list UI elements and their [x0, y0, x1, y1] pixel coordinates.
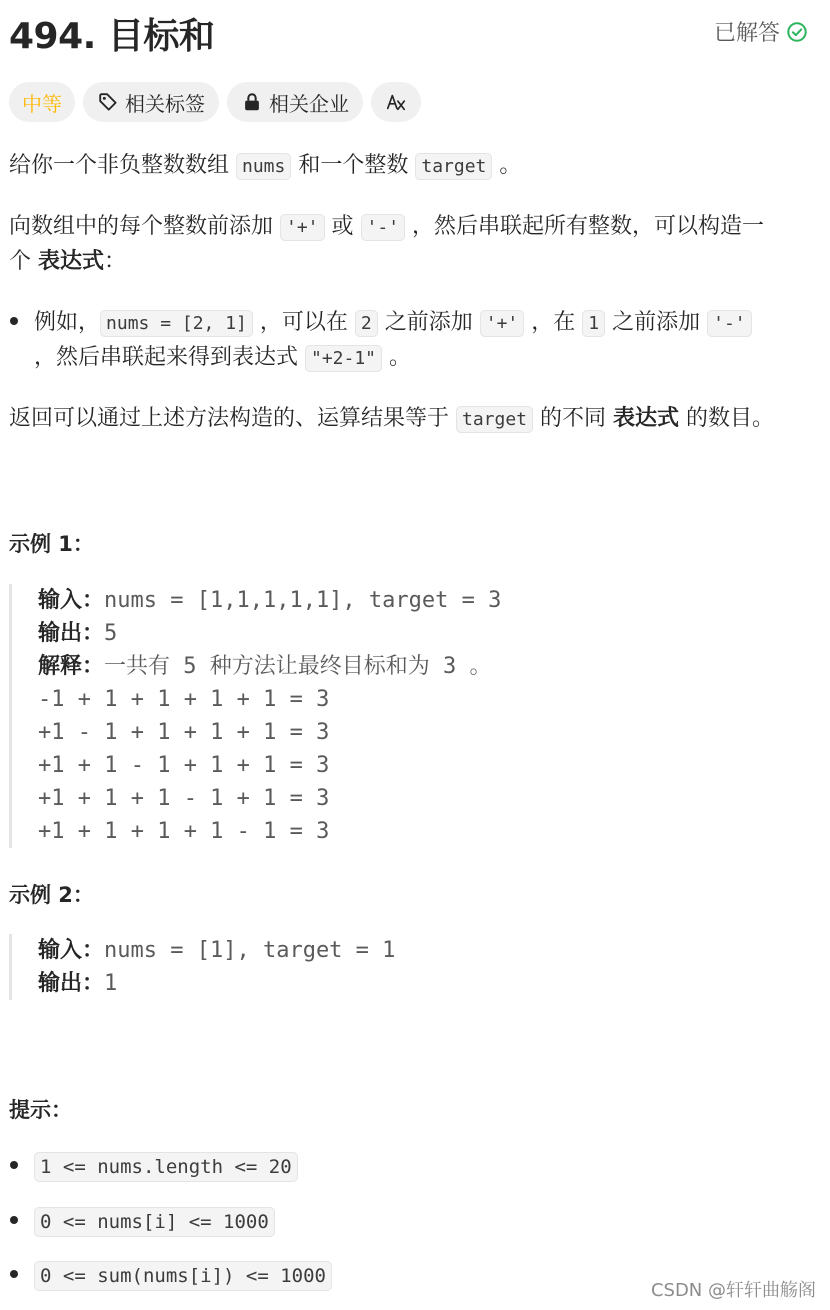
inline-code: '+': [480, 310, 525, 337]
inline-code: nums = [2, 1]: [100, 310, 253, 337]
problem-title: 494. 目标和: [9, 16, 215, 57]
hint-item: [10, 1152, 298, 1182]
text-segment: 的数目。: [679, 406, 775, 431]
related-companies-button[interactable]: [227, 82, 363, 122]
inline-code: 2: [355, 310, 378, 337]
text-segment: ，然后串联起来得到表达式: [34, 345, 305, 370]
example-1-block: [9, 584, 501, 848]
translate-button[interactable]: [371, 82, 421, 122]
text-segment: ：: [104, 249, 127, 274]
difficulty-badge[interactable]: 中等: [9, 82, 75, 122]
inline-code: 1: [582, 310, 605, 337]
text-segment: 返回可以通过上述方法构造的、运算结果等于: [9, 406, 456, 431]
tag-icon: [97, 91, 119, 113]
bullet-dot: [10, 317, 18, 325]
description-paragraph-2: [9, 210, 809, 279]
related-tags-label: 相关标签: [125, 91, 205, 116]
text-segment: ，然后串联起所有整数，可以构造一: [405, 214, 765, 239]
inline-code: '-': [707, 310, 752, 337]
explanation-label: 解释：: [38, 654, 105, 679]
hint-item: [10, 1207, 275, 1237]
description-bullet: [10, 306, 810, 376]
text-segment: 个: [9, 249, 38, 274]
text-segment: 向数组中的每个整数前添加: [9, 214, 280, 239]
translate-icon: [385, 91, 407, 113]
text-segment: 的不同: [533, 406, 614, 431]
example-2-block: [9, 934, 395, 1000]
text-segment: 给你一个非负整数数组: [9, 153, 236, 178]
example-2-heading: 示例 2：: [9, 883, 94, 907]
solved-status-label: 已解答: [713, 21, 780, 46]
tag-bar: [9, 82, 421, 122]
example-input-row: [38, 584, 501, 617]
example-line: +1 + 1 + 1 - 1 + 1 = 3: [38, 786, 330, 811]
inline-code: "+2-1": [305, 345, 382, 372]
input-label: 输入：: [38, 938, 105, 963]
output-label: 输出：: [38, 971, 105, 996]
hint-item: [10, 1261, 332, 1291]
inline-code: 0 <= sum(nums[i]) <= 1000: [34, 1261, 332, 1291]
explanation-value: 一共有 5 种方法让最终目标和为 3 。: [104, 654, 492, 679]
output-value: 1: [104, 971, 118, 996]
inline-code: target: [456, 406, 533, 433]
example-output-row: [38, 617, 501, 650]
bullet-dot: [10, 1270, 18, 1278]
hints-heading: 提示：: [9, 1098, 72, 1122]
example-explanation-row: [38, 650, 501, 683]
text-segment: 。: [382, 345, 412, 370]
text-segment: 。: [492, 153, 522, 178]
input-value: nums = [1], target = 1: [104, 938, 396, 963]
inline-code: target: [415, 153, 492, 180]
description-paragraph-1: [9, 149, 521, 184]
inline-code: '-': [361, 214, 406, 241]
example-line: +1 + 1 + 1 + 1 - 1 = 3: [38, 819, 330, 844]
bold-term: 表达式: [38, 249, 105, 274]
example-output-row: [38, 967, 395, 1000]
inline-code: 0 <= nums[i] <= 1000: [34, 1207, 275, 1237]
example-line: +1 - 1 + 1 + 1 + 1 = 3: [38, 720, 330, 745]
solved-status: [714, 16, 808, 47]
text-segment: ，在: [524, 310, 583, 335]
output-label: 输出：: [38, 621, 105, 646]
output-value: 5: [104, 621, 118, 646]
description-paragraph-3: [9, 402, 774, 437]
bullet-dot: [10, 1216, 18, 1224]
inline-code: '+': [280, 214, 325, 241]
example-line: -1 + 1 + 1 + 1 + 1 = 3: [38, 687, 330, 712]
example-1-heading: 示例 1：: [9, 532, 94, 556]
inline-code: 1 <= nums.length <= 20: [34, 1152, 298, 1182]
example-input-row: [38, 934, 395, 967]
text-segment: 或: [324, 214, 361, 239]
lock-icon: [241, 91, 263, 113]
text-segment: ，可以在: [252, 310, 355, 335]
input-value: nums = [1,1,1,1,1], target = 3: [104, 588, 502, 613]
bullet-dot: [10, 1161, 18, 1169]
example-line: +1 + 1 - 1 + 1 + 1 = 3: [38, 753, 330, 778]
related-tags-button[interactable]: [83, 82, 219, 122]
check-circle-icon: [786, 21, 808, 43]
input-label: 输入：: [38, 588, 105, 613]
watermark: CSDN @轩轩曲觞阁: [650, 1280, 816, 1301]
text-segment: 之前添加: [605, 310, 708, 335]
text-segment: 例如，: [34, 310, 101, 335]
text-segment: 之前添加: [377, 310, 480, 335]
inline-code: nums: [236, 153, 291, 180]
related-companies-label: 相关企业: [269, 91, 349, 116]
bold-term: 表达式: [613, 406, 680, 431]
text-segment: 和一个整数: [291, 153, 416, 178]
